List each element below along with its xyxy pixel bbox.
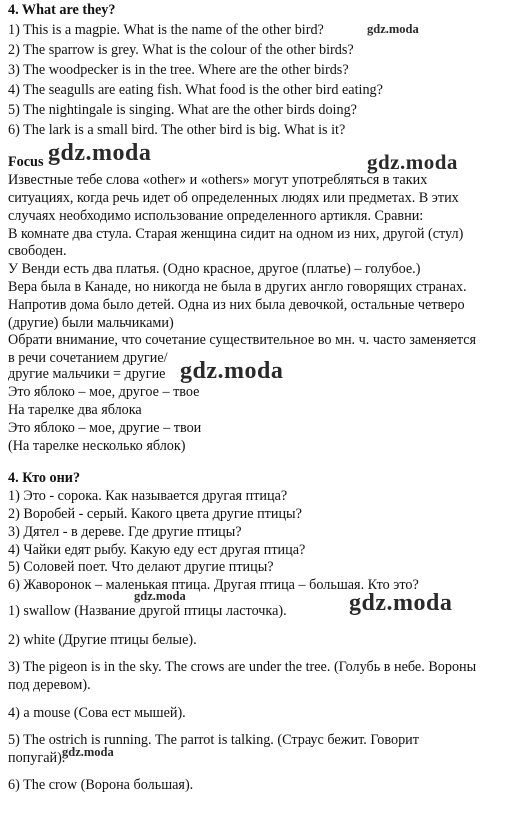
focus-text-line: Это яблоко – мое, другие – твои <box>8 420 202 436</box>
watermark: gdz.moda <box>180 358 284 384</box>
focus-label: Focus <box>8 154 44 170</box>
answer-line: 3) The pigeon is in the sky. The crows are under the tree. (Голубь в небе. Вороны <box>8 659 477 675</box>
focus-text-line: Это яблоко – мое, другое – твое <box>8 384 200 400</box>
question-item-ru: 6) Жаворонок – маленькая птица. Другая птица – большая. Кто это? <box>8 577 419 593</box>
question-item-en: 2) The sparrow is grey. What is the colour of the other birds? <box>8 42 354 58</box>
question-item-ru: 3) Дятел - в дереве. Где другие птицы? <box>8 524 242 540</box>
watermark: gdz.moda <box>48 140 152 166</box>
focus-text-line: (другие) были мальчиками) <box>8 315 174 331</box>
focus-text-line: Вера была в Канаде, но никогда не была в других англо говорящих странах. <box>8 279 467 295</box>
focus-text-line: Напротив дома было детей. Одна из них была девочкой, остальные четверо <box>8 297 465 313</box>
question-item-ru: 4) Чайки едят рыбу. Какую еду ест другая птица? <box>8 542 306 558</box>
focus-text-line: В комнате два стула. Старая женщина сидит на одном из них, другой (стул) <box>8 226 464 242</box>
answer-line: 4) a mouse (Сова ест мышей). <box>8 705 186 721</box>
answer-line: 5) The ostrich is running. The parrot is talking. (Страус бежит. Говорит <box>8 732 419 748</box>
focus-text-line: в речи сочетанием другие/ <box>8 350 168 366</box>
focus-text-line: ситуациях, когда речь идет об определенных людях или предметах. В этих <box>8 190 459 206</box>
focus-text-line: Обрати внимание, что сочетание существительное во мн. ч. часто заменяется <box>8 332 477 348</box>
question-item-en: 3) The woodpecker is in the tree. Where are the other birds? <box>8 62 349 78</box>
watermark: gdz.moda <box>367 22 419 36</box>
watermark: gdz.moda <box>349 590 453 616</box>
focus-text-line: случаях необходимо использование определенного артикля. Сравни: <box>8 208 424 224</box>
answer-line: 1) swallow (Название другой птицы ласточка). <box>8 603 287 619</box>
watermark: gdz.moda <box>367 150 458 174</box>
answer-line: 6) The crow (Ворона большая). <box>8 777 194 793</box>
focus-text-line: На тарелке два яблока <box>8 402 142 418</box>
focus-text-line: свободен. <box>8 243 67 259</box>
watermark: gdz.moda <box>134 589 186 603</box>
question-item-en: 6) The lark is a small bird. The other bird is big. What is it? <box>8 122 346 138</box>
focus-text-line: (На тарелке несколько яблок) <box>8 438 186 454</box>
section-heading-en: 4. What are they? <box>8 2 116 18</box>
question-item-en: 4) The seagulls are eating fish. What food is the other bird eating? <box>8 82 383 98</box>
watermark: gdz.moda <box>62 745 114 759</box>
question-item-ru: 1) Это - сорока. Как называется другая птица? <box>8 488 288 504</box>
question-item-ru: 5) Соловей поет. Что делают другие птицы? <box>8 559 274 575</box>
question-item-ru: 2) Воробей - серый. Какого цвета другие птицы? <box>8 506 302 522</box>
section-heading-ru: 4. Кто они? <box>8 470 81 486</box>
question-item-en: 5) The nightingale is singing. What are the other birds doing? <box>8 102 357 118</box>
focus-text-line: Известные тебе слова «other» и «others» могут употребляться в таких <box>8 172 428 188</box>
question-item-en: 1) This is a magpie. What is the name of the other bird? <box>8 22 324 38</box>
answer-line: под деревом). <box>8 677 91 693</box>
focus-text-line: У Венди есть два платья. (Одно красное, другое (платье) – голубое.) <box>8 261 421 277</box>
focus-text-line: другие мальчики = другие <box>8 366 166 382</box>
answer-line: 2) white (Другие птицы белые). <box>8 632 197 648</box>
answer-line: попугай). <box>8 750 66 766</box>
